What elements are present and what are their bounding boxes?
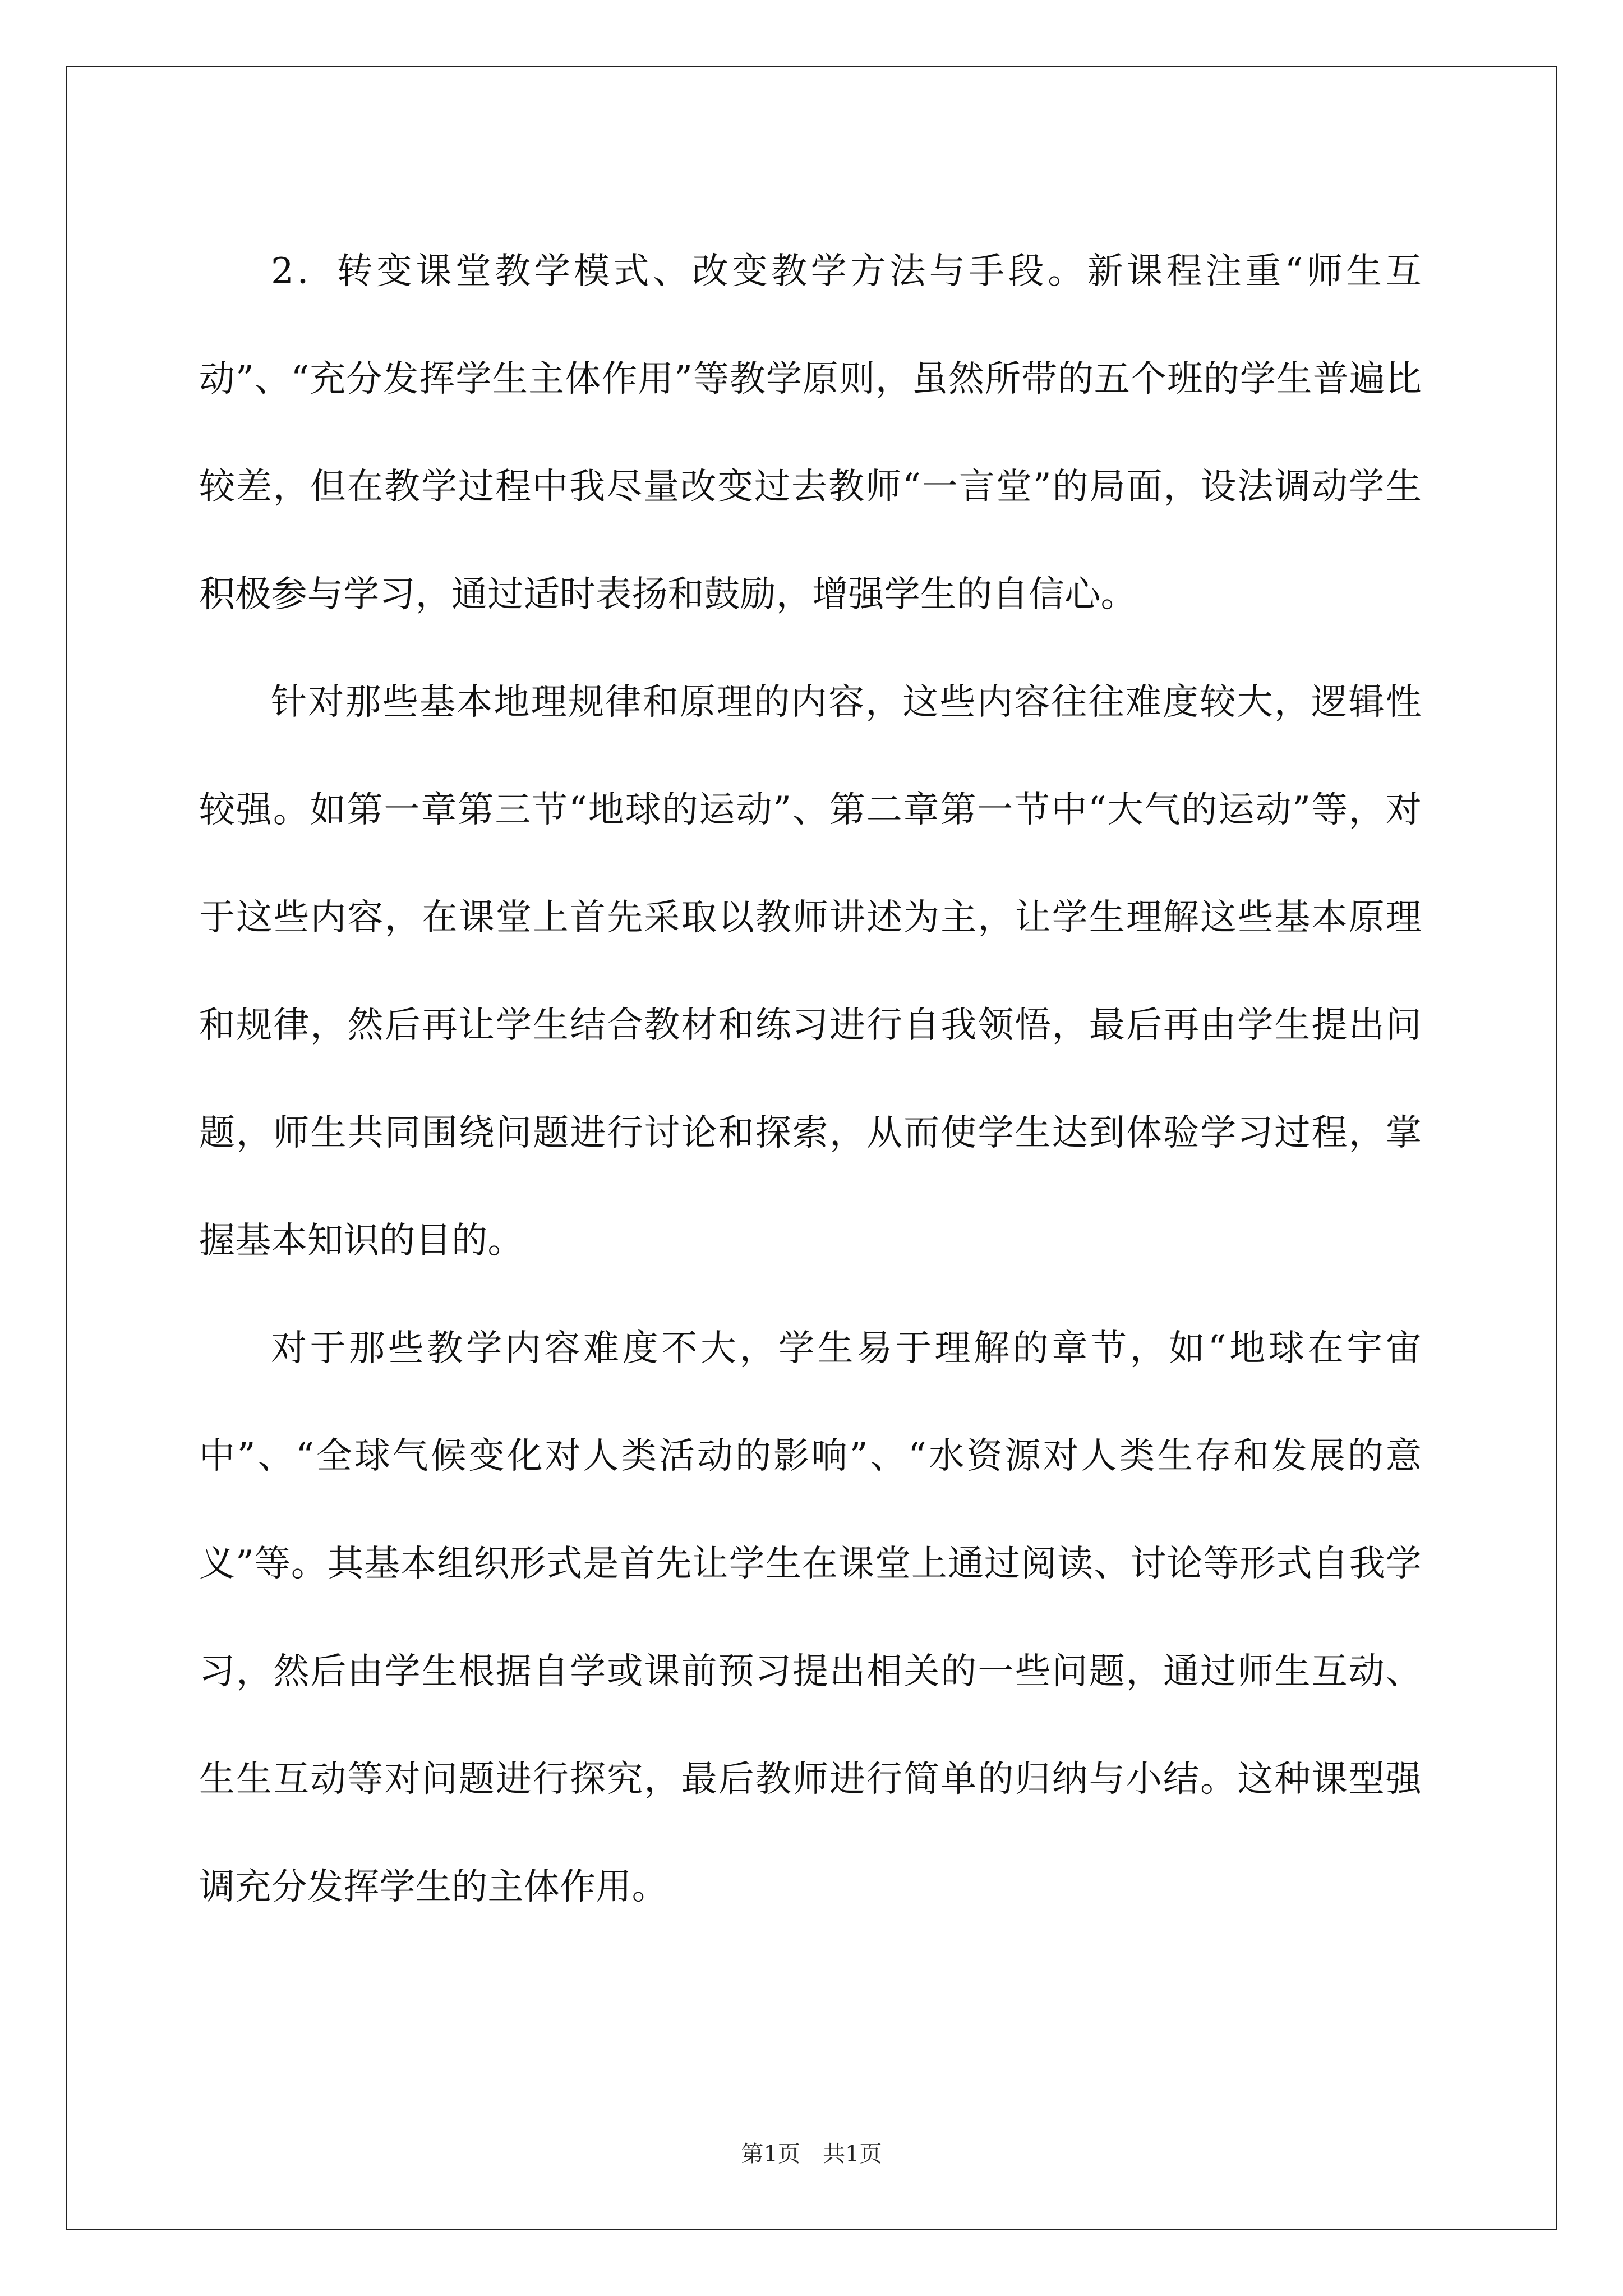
page-footer: 第1页 共1页 (741, 2141, 882, 2167)
paragraph-3: 对于那些教学内容难度不大，学生易于理解的章节，如“地球在宇宙中”、“全球气候变化对人类活动的影响”、“水资源对人类生存和发展的意义”等。其基本组织形式是首先让学生在课堂上通过阅读、讨论等形式自我学习，然后由学生根据自学或课前预习提出相关的一些问题，通过师生互动、生生互动等对问题进行探究，最后教师进行简单的归纳与小结。这种课型强调充分发挥学生的主体作用。 (199, 1328, 1422, 1908)
paragraph-2: 针对那些基本地理规律和原理的内容，这些内容往往难度较大，逻辑性较强。如第一章第三节“地球的运动”、第二章第一节中“大气的运动”等，对于这些内容，在课堂上首先采取以教师讲述为主，让学生理解这些基本原理和规律，然后再让学生结合教材和练习进行自我领悟，最后再由学生提出问题，师生共同围绕问题进行讨论和探索，从而使学生达到体验学习过程，掌握基本知识的目的。 (199, 682, 1422, 1262)
document-body (199, 218, 1422, 1941)
paragraph-1: 2．转变课堂教学模式、改变教学方法与手段。新课程注重“师生互动”、“充分发挥学生主体作用”等教学原则，虽然所带的五个班的学生普遍比较差，但在教学过程中我尽量改变过去教师“一言堂”的局面，设法调动学生积极参与学习，通过适时表扬和鼓励，增强学生的自信心。 (199, 251, 1422, 615)
